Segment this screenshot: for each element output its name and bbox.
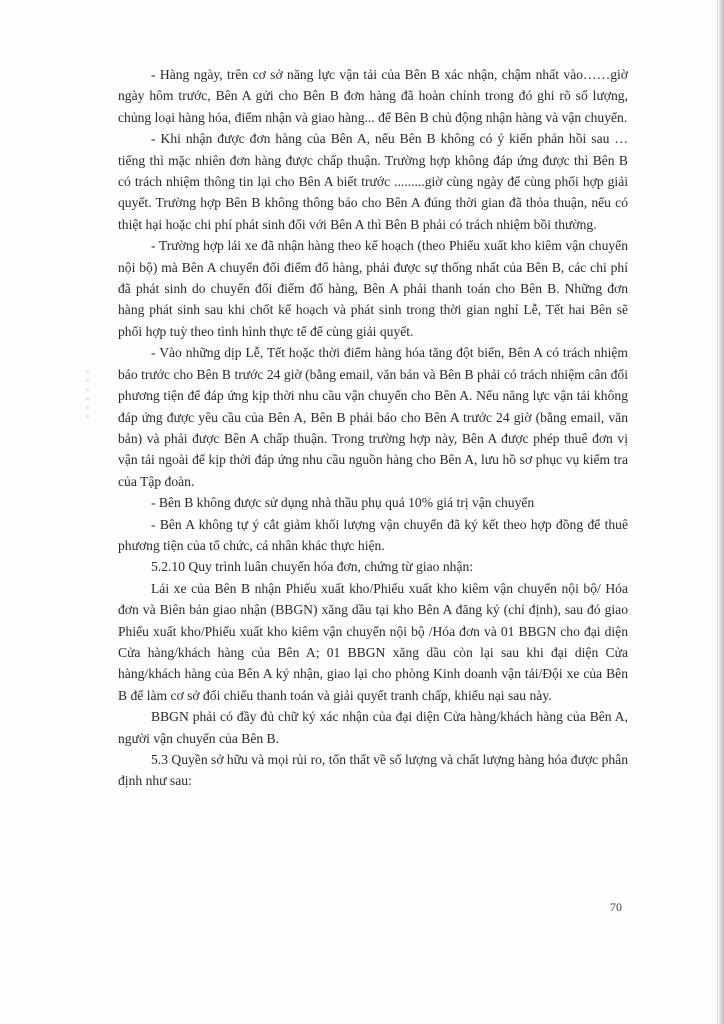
paragraph-bbgn-signature: BBGN phải có đầy đủ chữ ký xác nhận của đại diện Cửa hàng/khách hàng của Bên A, người vận chuyển của Bên B. — [118, 709, 628, 746]
paragraph-subcontractor: - Bên B không được sử dụng nhà thầu phụ quá 10% giá trị vận chuyển — [151, 495, 535, 511]
paragraph-volume-cut: - Bên A không tự ý cắt giảm khối lượng vận chuyển đã ký kết theo hợp đồng để thuê phương tiện của tổ chức, cá nhân khác thực hiện. — [118, 516, 628, 553]
page-number: 70 — [610, 900, 622, 914]
paragraph-order-response: - Khi nhận được đơn hàng của Bên A, nếu Bên B không có ý kiến phản hồi sau … tiếng thì mặc nhiên đơn hàng được chấp thuận. Trường hợp không đáp ứng được thì Bên B có trách nhiệm thông tin lại cho Bên A biết trước .........giờ cùng ngày để cùng phối hợp giải quyết. Trường hợp Bên B không thông báo cho Bên A đúng thời gian đã thỏa thuận, nếu có thiệt hại hoặc chi phí phát sinh đối với Bên A thì Bên B phải có trách nhiệm bồi thường. — [118, 131, 628, 232]
paragraph-invoice-flow: Lái xe của Bên B nhận Phiếu xuất kho/Phiếu xuất kho kiêm vận chuyển nội bộ/ Hóa đơn và Biên bản giao nhận (BBGN) xăng dầu tại kho Bên A đăng ký (chỉ định), sau đó giao Phiếu xuất kho/Phiếu xuất kho kiêm vận chuyển nội bộ /Hóa đơn và 01 BBGN cho đại diện Cửa hàng/khách hàng của Bên A; 01 BBGN xăng dầu còn lại sau khi đại diện Cửa hàng/khách hàng của Bên A ký nhận, giao lại cho phòng Kinh doanh vận tải/Đội xe của Bên B để làm cơ sở đối chiếu thanh toán và giải quyết tranh chấp, khiếu nại sau này. — [118, 580, 628, 703]
section-heading-5-2-10: 5.2.10 Quy trình luân chuyển hóa đơn, chứng từ giao nhận: — [151, 559, 474, 575]
document-body — [118, 64, 628, 792]
section-heading-5-3: 5.3 Quyền sở hữu và mọi rủi ro, tổn thất về số lượng và chất lượng hàng hóa được phân định như sau: — [118, 752, 628, 789]
paragraph-holiday-peak: - Vào những dịp Lễ, Tết hoặc thời điểm hàng hóa tăng đột biến, Bên A có trách nhiệm báo trước cho Bên B trước 24 giờ (bằng email, văn bản và Bên B phải có trách nhiệm cân đối phương tiện để đáp ứng kịp thời nhu cầu vận chuyển cho Bên A. Nếu năng lực vận tải không đáp ứng được yêu cầu của Bên A, Bên B phải báo cho Bên A trước 24 giờ (bằng email, văn bản) và phải được Bên A chấp thuận. Trong trường hợp này, Bên A được phép thuê đơn vị vận tải ngoài để kịp thời đáp ứng nhu cầu nguồn hàng cho Bên A, lưu hồ sơ phục vụ kiểm tra của Tập đoàn. — [118, 345, 628, 489]
paragraph-daily-order: - Hàng ngày, trên cơ sở năng lực vận tải của Bên B xác nhận, chậm nhất vào……giờ ngày hôm trước, Bên A gửi cho Bên B đơn hàng đã hoàn chỉnh trong đó ghi rõ số lượng, chủng loại hàng hóa, điểm nhận và giao hàng... để Bên B chủ động nhận hàng và vận chuyển. — [118, 67, 628, 125]
page-edge-shadow — [719, 0, 724, 1024]
paragraph-delivery-change: - Trường hợp lái xe đã nhận hàng theo kế hoạch (theo Phiếu xuất kho kiêm vận chuyển nội bộ) mà Bên A chuyển đổi điểm đổ hàng, phải được sự thống nhất của Bên B, các chi phí đã phát sinh do chuyển đổi điểm đổ hàng, Bên A phải thanh toán cho Bên B. Những đơn hàng phát sinh sau khi chốt kế hoạch và phát sinh trong thời gian nghỉ Lễ, Tết hai Bên sẽ phối hợp tuỳ theo tình hình thực tế để cùng giải quyết. — [118, 238, 628, 339]
scan-artifact — [86, 370, 89, 422]
page-edge-line — [717, 0, 718, 1024]
